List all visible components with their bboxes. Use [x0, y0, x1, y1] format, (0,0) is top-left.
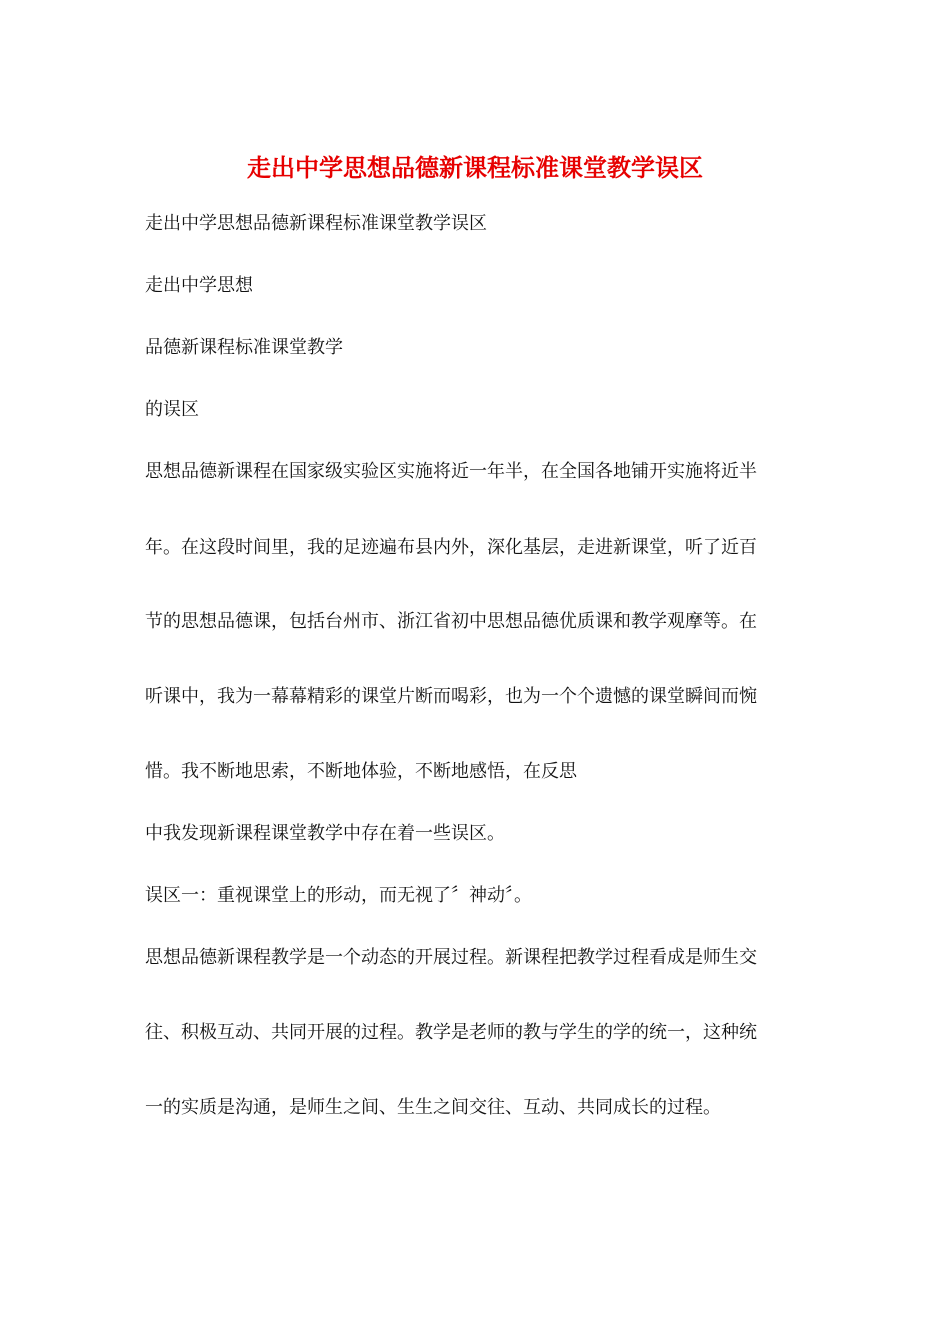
paragraph-line: 节的思想品德课，包括台州市、浙江省初中思想品德优质课和教学观摩等。在 [145, 611, 757, 632]
document-title: 走出中学思想品德新课程标准课堂教学误区 [247, 154, 703, 182]
body-line-subheading-3: 的误区 [145, 399, 199, 420]
body-line-subheading-2: 品德新课程标准课堂教学 [145, 337, 343, 358]
paragraph-line: 惜。我不断地思索，不断地体验，不断地感悟，在反思 [145, 761, 577, 782]
paragraph-line: 思想品德新课程教学是一个动态的开展过程。新课程把教学过程看成是师生交 [145, 947, 757, 968]
paragraph-line: 年。在这段时间里，我的足迹遍布县内外，深化基层，走进新课堂，听了近百 [145, 537, 757, 558]
paragraph-line: 思想品德新课程在国家级实验区实施将近一年半，在全国各地铺开实施将近半 [145, 461, 757, 482]
paragraph-line: 中我发现新课程课堂教学中存在着一些误区。 [145, 823, 505, 844]
paragraph-line: 往、积极互动、共同开展的过程。教学是老师的教与学生的学的统一，这种统 [145, 1022, 757, 1043]
paragraph-line: 听课中，我为一幕幕精彩的课堂片断而喝彩，也为一个个遗憾的课堂瞬间而惋 [145, 686, 757, 707]
paragraph-line: 一的实质是沟通，是师生之间、生生之间交往、互动、共同成长的过程。 [145, 1097, 721, 1118]
body-line-subheading-1: 走出中学思想 [145, 275, 253, 296]
section-heading: 误区一：重视课堂上的形动，而无视了〞神动〞。 [145, 885, 532, 906]
body-line-heading: 走出中学思想品德新课程标准课堂教学误区 [145, 213, 487, 234]
